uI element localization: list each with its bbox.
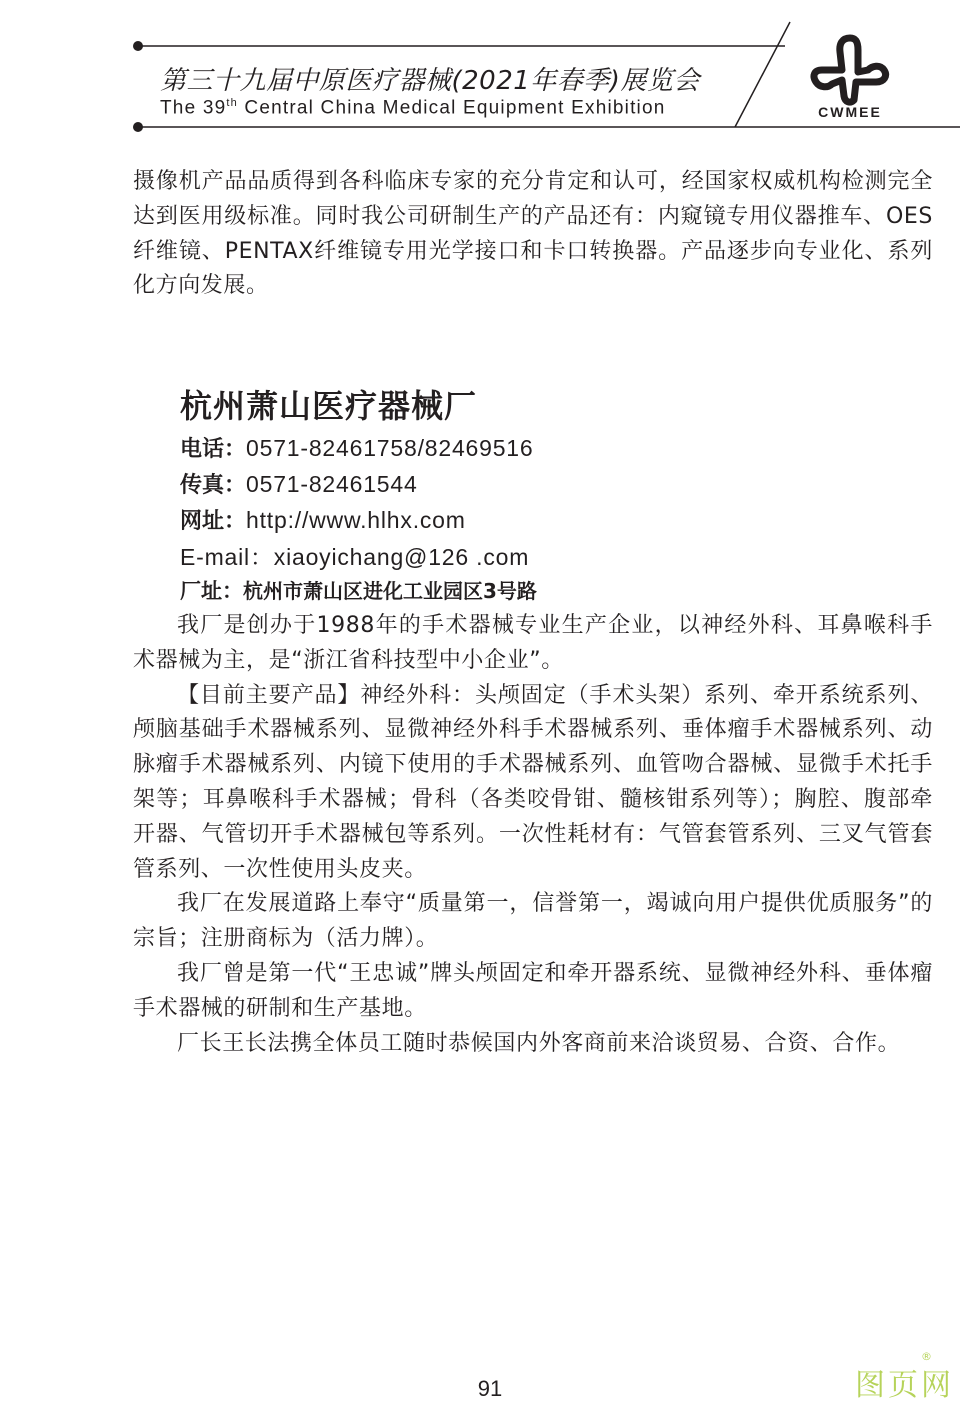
intro-paragraph: 摄像机产品品质得到各科临床专家的充分肯定和认可，经国家权威机构检测完全达到医用级标准。同时我公司研制生产的产品还有：内窥镜专用仪器推车、OES纤维镜、PENTAX纤维镜专用光学接口和卡口转换器。产品逐步向专业化、系列化方向发展。	[133, 169, 933, 299]
paragraph: 【目前主要产品】神经外科：头颅固定（手术头架）系列、牵开系统系列、颅脑基础手术器械系列、显微神经外科手术器械系列、垂体瘤手术器械系列、动脉瘤手术器械系列、内镜下使用的手术器械系列、血管吻合器械、显微手术托手架等；耳鼻喉科手术器械；骨科（各类咬骨钳、髓核钳系列等）；胸腔、腹部牵开器、气管切开手术器械包等系列。一次性耗材有：气管套管系列、三叉气管套管系列、一次性使用头皮夹。	[133, 682, 933, 882]
exhibition-title-en: The 39th Central China Medical Equipment Exhibition	[160, 97, 666, 119]
contact-phone: 电话：0571-82461758/82469516	[180, 435, 534, 462]
company-description	[133, 609, 933, 1061]
exhibition-title-cn: 第三十九届中原医疗器械(2021年春季)展览会	[160, 66, 700, 96]
paragraph: 我厂曾是第一代“王忠诚”牌头颅固定和牵开器系统、显微神经外科、垂体瘤手术器械的研制和生产基地。	[133, 960, 933, 1021]
contact-website: 网址：http://www.hlhx.com	[180, 507, 466, 534]
watermark-text: 图页网	[855, 1368, 954, 1403]
contact-address: 厂址：杭州市萧山区进化工业园区3号路	[180, 579, 537, 603]
paragraph: 厂长王长法携全体员工随时恭候国内外客商前来洽谈贸易、合资、合作。	[177, 1030, 901, 1056]
registered-mark: ®	[921, 1350, 932, 1363]
paragraph: 我厂在发展道路上奉守“质量第一，信誉第一，竭诚向用户提供优质服务”的宗旨；注册商标为（活力牌）。	[133, 891, 933, 952]
paragraph: 我厂是创办于1988年的手术器械专业生产企业，以神经外科、耳鼻喉科手术器械为主，是“浙江省科技型中小企业”。	[133, 613, 933, 673]
contact-email: E-mail：xiaoyichang@126 .com	[180, 544, 530, 570]
company-name: 杭州萧山医疗器械厂	[180, 387, 478, 425]
logo-text: CWMEE	[818, 104, 882, 120]
page-number: 91	[477, 1376, 503, 1401]
contact-fax: 传真：0571-82461544	[180, 471, 418, 498]
